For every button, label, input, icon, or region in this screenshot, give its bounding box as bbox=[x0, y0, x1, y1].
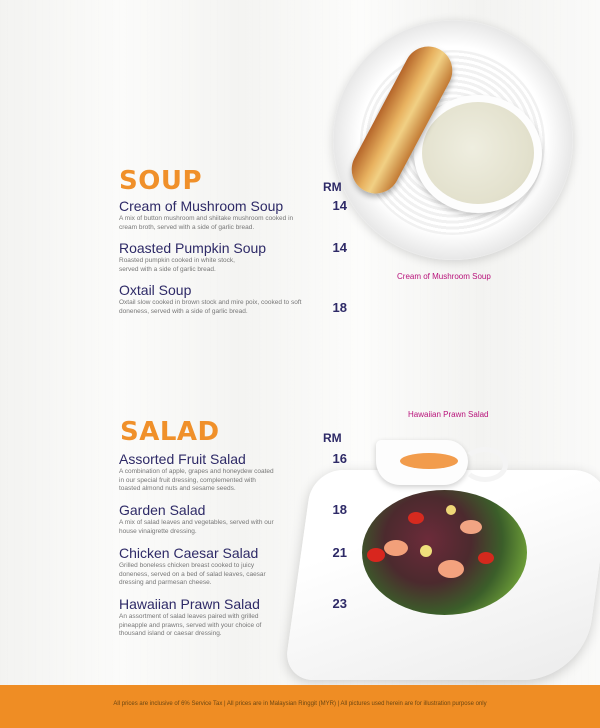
salad-section-title: SALAD bbox=[120, 417, 220, 447]
dressing bbox=[400, 453, 458, 469]
soup-currency-label: RM bbox=[323, 180, 342, 194]
salad-photo-caption: Hawaiian Prawn Salad bbox=[408, 410, 489, 419]
item-price: 16 bbox=[332, 451, 347, 466]
footer-disclaimer: All prices are inclusive of 6% Service Tax | All prices are in Malaysian Ringgit (MYR) | All pictures used herein are for illustration purpose only bbox=[113, 701, 487, 707]
item-price: 14 bbox=[332, 198, 347, 213]
item-price: 23 bbox=[332, 596, 347, 611]
menu-item-chicken-caesar-salad bbox=[119, 545, 347, 588]
item-price: 18 bbox=[332, 502, 347, 517]
item-name: Chicken Caesar Salad bbox=[119, 545, 259, 561]
prawn bbox=[384, 540, 408, 556]
footer-bar bbox=[0, 685, 600, 728]
item-price: 18 bbox=[332, 300, 347, 315]
prawn bbox=[438, 560, 464, 578]
item-description: Oxtail slow cooked in brown stock and mire poix, cooked to soft doneness, served with a side of garlic bread. bbox=[119, 299, 302, 315]
item-name: Roasted Pumpkin Soup bbox=[119, 240, 267, 256]
tomato bbox=[367, 548, 385, 562]
salad-currency-label: RM bbox=[323, 431, 342, 445]
item-price: 14 bbox=[332, 240, 347, 255]
prawn bbox=[460, 520, 482, 534]
pineapple bbox=[420, 545, 432, 557]
menu-item-hawaiian-prawn-salad bbox=[119, 596, 347, 639]
menu-item-oxtail-soup bbox=[119, 282, 347, 316]
item-description: Roasted pumpkin cooked in white stock, served with a side of garlic bread. bbox=[119, 257, 235, 273]
crouton bbox=[446, 505, 456, 515]
soup-section-title: SOUP bbox=[119, 166, 202, 196]
menu-item-assorted-fruit-salad bbox=[119, 451, 347, 494]
menu-item-cream-of-mushroom-soup bbox=[119, 198, 347, 232]
item-name: Hawaiian Prawn Salad bbox=[119, 596, 260, 612]
item-name: Cream of Mushroom Soup bbox=[119, 198, 284, 214]
soup-photo-caption: Cream of Mushroom Soup bbox=[397, 272, 491, 281]
item-name: Garden Salad bbox=[119, 502, 206, 518]
tomato bbox=[408, 512, 424, 524]
item-name: Oxtail Soup bbox=[119, 282, 192, 298]
jug-handle bbox=[462, 447, 508, 482]
item-price: 21 bbox=[332, 545, 347, 560]
item-description: A mix of button mushroom and shiitake mushroom cooked in cream broth, served with a side of garlic bread. bbox=[119, 215, 294, 231]
menu-item-garden-salad bbox=[119, 502, 347, 536]
item-description: An assortment of salad leaves paired with grilled pineapple and prawns, served with your choice of thousand island or caesar dressing. bbox=[119, 613, 262, 637]
item-description: A mix of salad leaves and vegetables, served with our house vinaigrette dressing. bbox=[119, 519, 274, 535]
item-description: A combination of apple, grapes and honeydew coated in our special fruit dressing, complemented with toasted almond nuts and sesame seeds. bbox=[119, 468, 274, 492]
item-description: Grilled boneless chicken breast cooked to juicy doneness, served on a bed of salad leaves, caesar dressing and parmesan cheese. bbox=[119, 562, 266, 586]
menu-item-roasted-pumpkin-soup bbox=[119, 240, 347, 274]
tomato bbox=[478, 552, 494, 564]
mushroom-soup bbox=[422, 102, 534, 204]
item-name: Assorted Fruit Salad bbox=[119, 451, 246, 467]
